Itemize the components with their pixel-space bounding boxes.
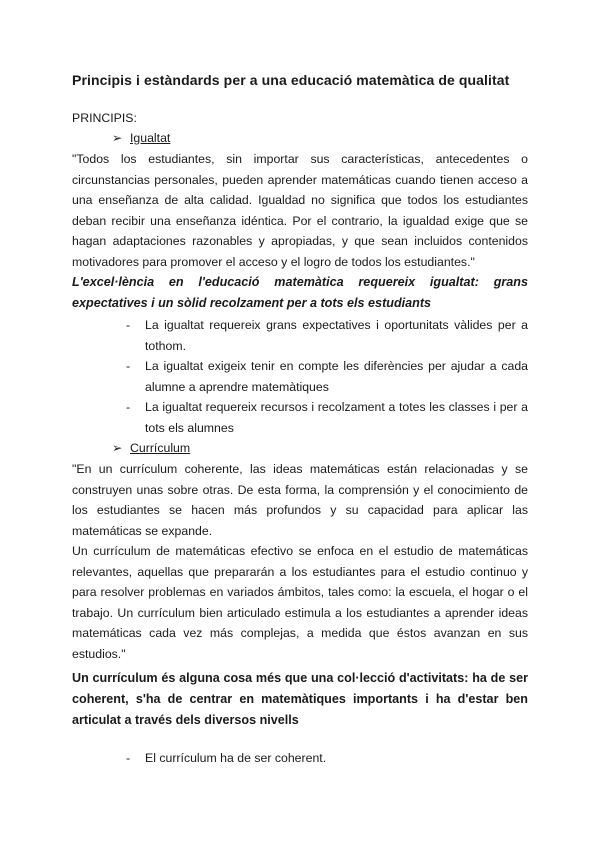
dash-bullet: - — [126, 751, 131, 765]
dash-bullet: - — [126, 318, 131, 332]
curriculum-bullet-list — [72, 748, 528, 769]
page-title: Principis i estàndards per a una educació matemàtica de qualitat — [72, 72, 510, 88]
dash-bullet: - — [126, 359, 131, 374]
arrow-bullet-icon: ➢ — [112, 441, 123, 455]
dash-bullet: - — [126, 400, 131, 415]
curriculum-quote-1: "En un currículum coherente, las ideas matemáticas están relacionadas y se construyen unas sobre otras. De esta forma, la comprensión y el conocimiento de los estudiantes se hacen más profundos y su capacidad para aplicar las matemáticas se expande. — [72, 462, 528, 538]
igualtat-summary: L'excel·lència en l'educació matemàtica requereix igualtat: grans expectatives i un sòlid recolzament per a tots els estudiants — [72, 275, 528, 310]
arrow-bullet-icon: ➢ — [112, 131, 123, 145]
curriculum-summary: Un currículum és alguna cosa més que una col·lecció d'activitats: ha de ser coherent, s'ha de centrar en matemàtiques importants i ha d'estar ben articulat a través dels diversos nivells — [72, 671, 528, 727]
igualtat-quote: "Todos los estudiantes, sin importar sus características, antecedentes o circunstancias personales, pueden aprender matemáticas cuando tienen acceso a una enseñanza de alta calidad. Igualdad no significa que todos los estudiantes deban recibir una enseñanza idéntica. Por el contrario, la igualdad exige que se hagan adaptaciones razonables y apropiadas, y que sean incluidos contenidos motivadores para promover el acceso y el logro de todos los estudiantes." — [72, 152, 528, 269]
section-heading-curriculum — [112, 438, 190, 459]
section-label-igualtat: Igualtat — [130, 131, 171, 145]
curriculum-quote-2: Un currículum de matemáticas efectivo se enfoca en el estudio de matemáticas relevantes, aquellas que prepararán a los estudiantes para el estudio continuo y para resolver problemas en variados ámbitos, tales como: la escuela, el hogar o el trabajo. Un currículum bien articulado estimula a los estudiantes a aprender ideas matemáticas cada vez más complejas, a medida que éstos avanzan en sus estudios." — [72, 544, 528, 661]
list-item: - La igualtat exigeix tenir en compte les diferències per ajudar a cada alumne a aprendre matemàtiques — [72, 356, 528, 397]
section-heading-igualtat — [112, 128, 170, 149]
list-item: - La igualtat requereix recursos i recolzament a totes les classes i per a tots els alumnes — [72, 397, 528, 438]
list-item: - La igualtat requereix grans expectatives i oportunitats vàlides per a tothom. — [72, 315, 528, 356]
igualtat-bullet-list — [72, 315, 528, 439]
list-item: - El currículum ha de ser coherent. — [72, 748, 528, 769]
section-label-curriculum: Currículum — [130, 441, 191, 455]
principis-label: PRINCIPIS: — [72, 111, 137, 125]
